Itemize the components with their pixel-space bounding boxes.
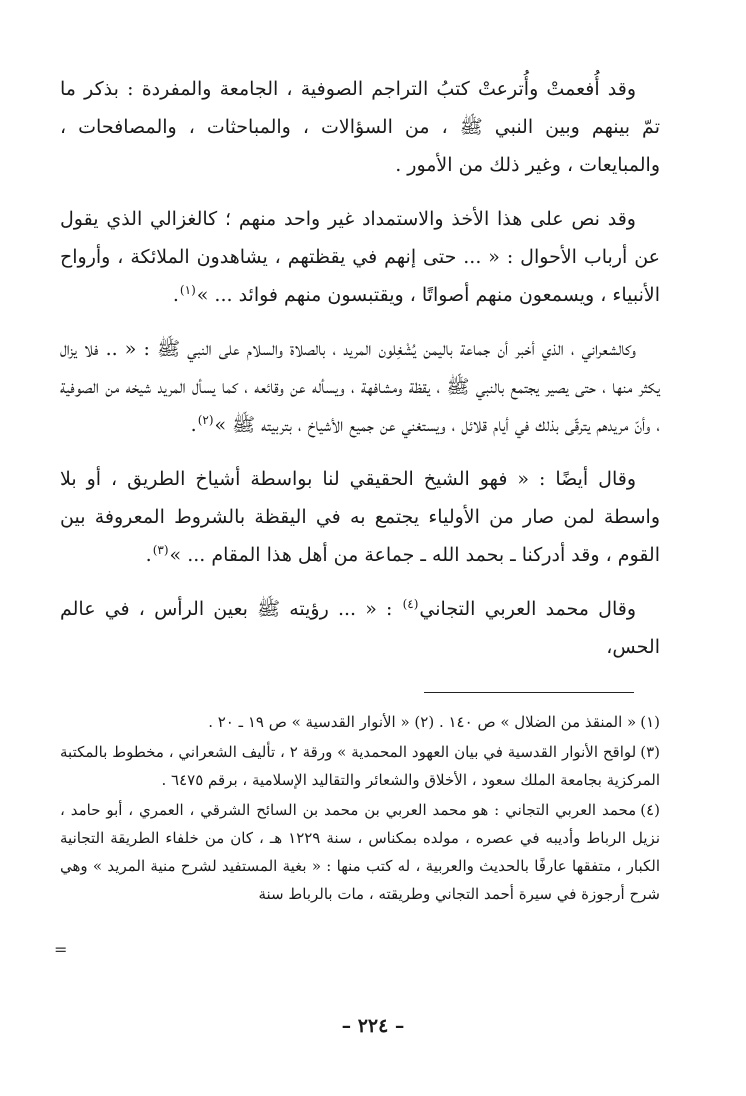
footnote-4-number: (٤) — [640, 801, 660, 819]
paragraph-3-text: وكالشعراني ، الذي أخبر أن جماعة باليمن يُشْغِلون المريد ، بالصلاة والسلام على النبي ﷺ : « .. فلا يزال يكثر منها ، حتى يصير يجتمع بالنبي ﷺ ، يقظة ومشافهة ، ويسأله عن وقائعه ، كما يسأل المريد شيخه من الصوفية ، وأنّ مريدهم يترقّى بذلك في أيام قلائل ، ويستغني عن جميع الأشياخ ، بتربيته ﷺ » — [60, 338, 660, 436]
footnote-3-number: (٣) — [640, 743, 660, 761]
continuation-mark: = — [54, 940, 68, 959]
paragraph-5-tail: : « ... رؤيته ﷺ بعين الرأس ، في عالم الحس، — [60, 598, 660, 658]
page-number: – ٢٢٤ – — [341, 1015, 405, 1037]
footnote-4-text: محمد العربي التجاني : هو محمد العربي بن محمد بن السائح الشرقي ، العمري ، أبو حامد ، نزيل الرباط وأديبه في عصره ، مولده بمكناس ، سنة ١٢٢٩ هـ ، كان من خلفاء الطريقة التجانية الكبار ، متفقها عارفًا بالحديث والعربية ، له كتب منها : « بغية المستفيد لشرح منية المريد » وهي شرح أرجوزة في سيرة أحمد التجاني وطريقته ، مات بالرباط سنة — [60, 801, 660, 903]
footnote-ref-4[interactable]: (٤) — [402, 596, 419, 611]
paragraph-5-text: وقال محمد العربي التجاني — [419, 598, 636, 620]
paragraph-5 — [60, 590, 660, 666]
paragraph-2-text: وقد نص على هذا الأخذ والاستمداد غير واحد منهم ؛ كالغزالي الذي يقول عن أرباب الأحوال : « ... حتى إنهم في يقظتهم ، يشاهدون الملائكة ، وأرواح الأنبياء ، ويسمعون منهم أصواتًا ، ويقتبسون منهم فوائد ... » — [60, 208, 660, 306]
footnote-ref-3[interactable]: (٣) — [152, 542, 169, 557]
paragraph-4 — [60, 460, 660, 574]
footnote-3 — [60, 738, 660, 794]
footnote-1 — [60, 708, 660, 736]
footnote-ref-1[interactable]: (١) — [179, 282, 196, 297]
footnotes — [60, 708, 660, 910]
main-text — [60, 70, 660, 682]
paragraph-1-text: وقد أُفعمتْ وأُترعتْ كتبُ التراجم الصوفية ، الجامعة والمفردة : بذكر ما تمّ بينهم وبين النبي ﷺ ، من السؤالات ، والمباحثات ، والمصافحات ، والمبايعات ، وغير ذلك من الأمور . — [60, 78, 660, 176]
paragraph-1 — [60, 70, 660, 184]
paragraph-2-period: . — [172, 284, 179, 306]
footnote-ref-2[interactable]: (٢) — [197, 412, 214, 427]
paragraph-3-period: . — [190, 414, 197, 436]
footnote-separator — [424, 692, 634, 693]
footnote-1-number: (١) — [640, 713, 660, 731]
paragraph-3 — [60, 330, 660, 444]
footnote-4 — [60, 796, 660, 908]
paragraph-2 — [60, 200, 660, 314]
paragraph-4-text: وقال أيضًا : « فهو الشيخ الحقيقي لنا بواسطة أشياخ الطريق ، أو بلا واسطة لمن صار من الأولياء يجتمع به في اليقظة بالشروط المعروفة بين القوم ، وقد أدركنا ـ بحمد الله ـ جماعة من أهل هذا المقام ... » — [60, 468, 660, 566]
footnote-3-text: لواقح الأنوار القدسية في بيان العهود المحمدية » ورقة ٢ ، تأليف الشعراني ، مخطوط بالمكتبة المركزية بجامعة الملك سعود ، الأخلاق والشعائر والتقاليد الإسلامية ، برقم ٦٤٧٥ . — [60, 743, 660, 789]
footnote-1-text: « المنقذ من الضلال » ص ١٤٠ . (٢) « الأنوار القدسية » ص ١٩ ـ ٢٠ . — [208, 713, 637, 731]
paragraph-4-period: . — [145, 544, 152, 566]
